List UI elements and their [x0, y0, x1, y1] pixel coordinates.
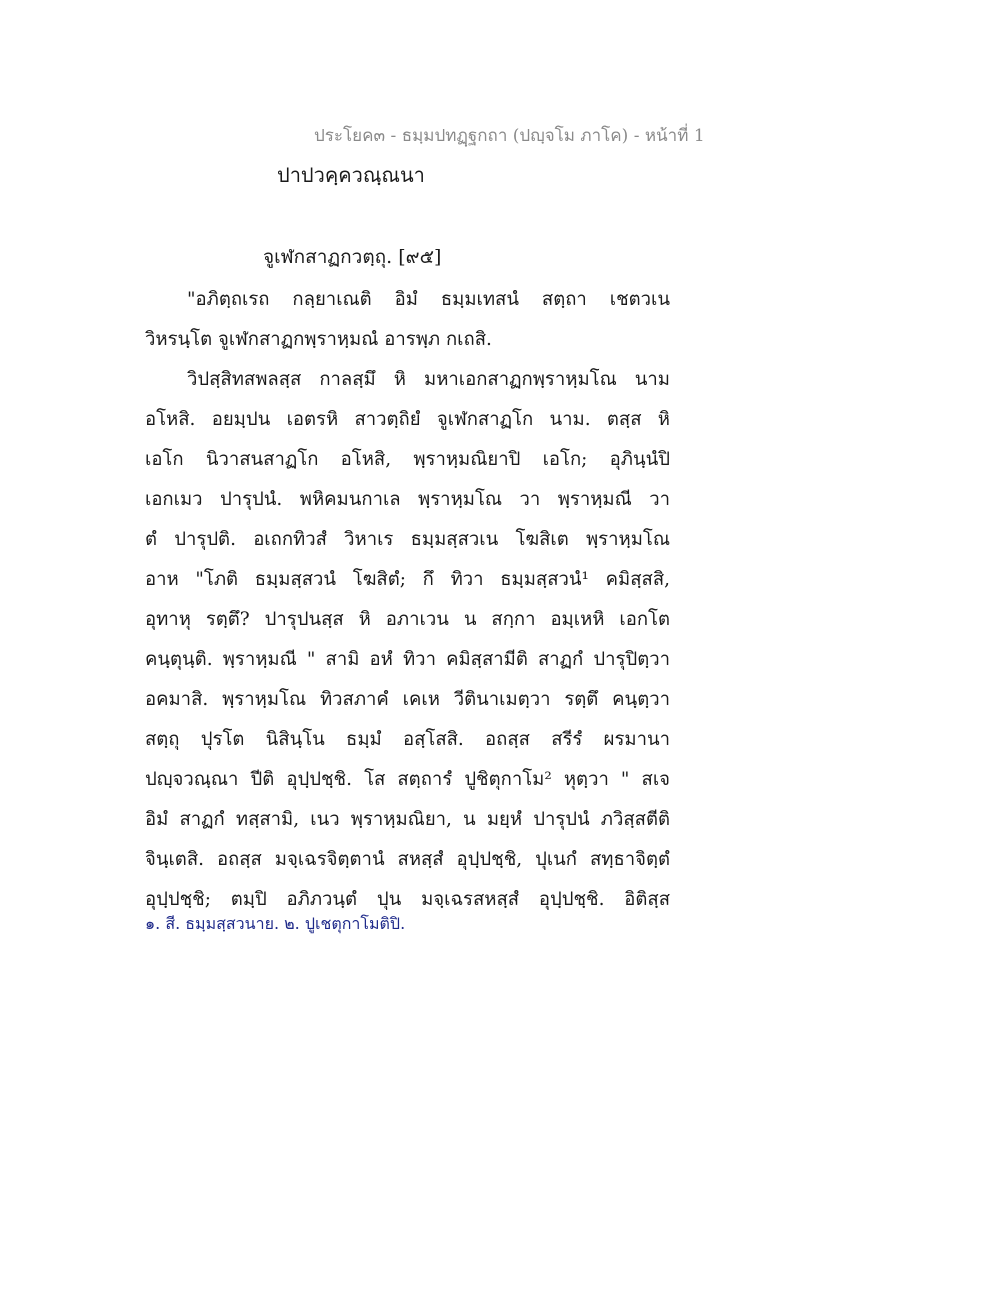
- story-title: จูเฬกสาฏกวตฺถุ. [๙๕]: [263, 246, 442, 268]
- body-line: เอกเมว ปารุปนํ. พหิคมนกาเล พฺราหฺมโณ วา พฺราหฺมณี วา: [145, 489, 670, 510]
- body-line: อุปฺปชฺชิ; ตมฺปิ อภิภวนฺตํ ปุน มจฺเฉรสหสฺสํ อุปฺปชฺชิ. อิติสฺส: [145, 889, 670, 910]
- running-header: ประโยค๓ - ธมฺมปทฏฺฐกถา (ปญฺจโม ภาโค) - หน้าที่ 1: [314, 126, 705, 146]
- body-line: วิปสฺสิทสพลสฺส กาลสฺมึ หิ มหาเอกสาฏกพฺราหฺมโณ นาม: [187, 369, 670, 390]
- body-text: [145, 280, 670, 920]
- body-line: จินฺเตสิ. อถสฺส มจฺเฉรจิตฺตานํ สหสฺสํ อุปฺปชฺชิ, ปุเนกํ สทฺธาจิตฺตํ: [145, 849, 670, 870]
- body-line: อาห "โภติ ธมฺมสฺสวนํ โฆสิตํ; กึ ทิวา ธมฺมสฺสวนํ¹ คมิสฺสสิ,: [145, 569, 670, 590]
- body-line: ปญฺจวณฺณา ปีติ อุปฺปชฺชิ. โส สตฺถารํ ปูชิตุกาโม² หุตฺวา " สเจ: [145, 769, 670, 790]
- body-line: คนฺตุนฺติ. พฺราหฺมณี " สามิ อหํ ทิวา คมิสฺสามีติ สาฏกํ ปารุปิตฺวา: [145, 649, 670, 670]
- body-line: อิมํ สาฏกํ ทสฺสามิ, เนว พฺราหฺมณิยา, น มยฺหํ ปารุปนํ ภวิสฺสตีติ: [145, 809, 670, 830]
- body-line: เอโก นิวาสนสาฏโก อโหสิ, พฺราหฺมณิยาปิ เอโก; อุภินฺนํปิ: [145, 449, 670, 470]
- footnote: ๑. สี. ธมฺมสฺสวนาย. ๒. ปูเชตุกาโมติปิ.: [145, 914, 406, 933]
- body-line: อุทาหุ รตฺตึ? ปารุปนสฺส หิ อภาเวน น สกฺกา อมฺเหหิ เอกโต: [145, 609, 670, 630]
- body-line: สตฺถุ ปุรโต นิสินฺโน ธมฺมํ อสฺโสสิ. อถสฺส สรีรํ ผรมานา: [145, 729, 670, 750]
- body-line: ตํ ปารุปติ. อเถกทิวสํ วิหาเร ธมฺมสฺสวเน โฆสิเต พฺราหฺมโณ: [145, 529, 670, 550]
- body-line: "อภิตฺถเรถ กลฺยาเณติ อิมํ ธมฺมเทสนํ สตฺถา เชตวเน: [187, 289, 670, 310]
- body-line: อโหสิ. อยมฺปน เอตรหิ สาวตฺถิยํ จูเฬกสาฏโก นาม. ตสฺส หิ: [145, 409, 670, 430]
- body-line: อคมาสิ. พฺราหฺมโณ ทิวสภาคํ เคเห วีตินาเมตฺวา รตฺตึ คนฺตฺวา: [145, 689, 670, 710]
- section-title: ปาปวคฺควณฺณนา: [277, 163, 425, 187]
- body-line: วิหรนฺโต จูเฬกสาฏกพฺราหฺมณํ อารพฺภ กเถสิ.: [145, 329, 492, 350]
